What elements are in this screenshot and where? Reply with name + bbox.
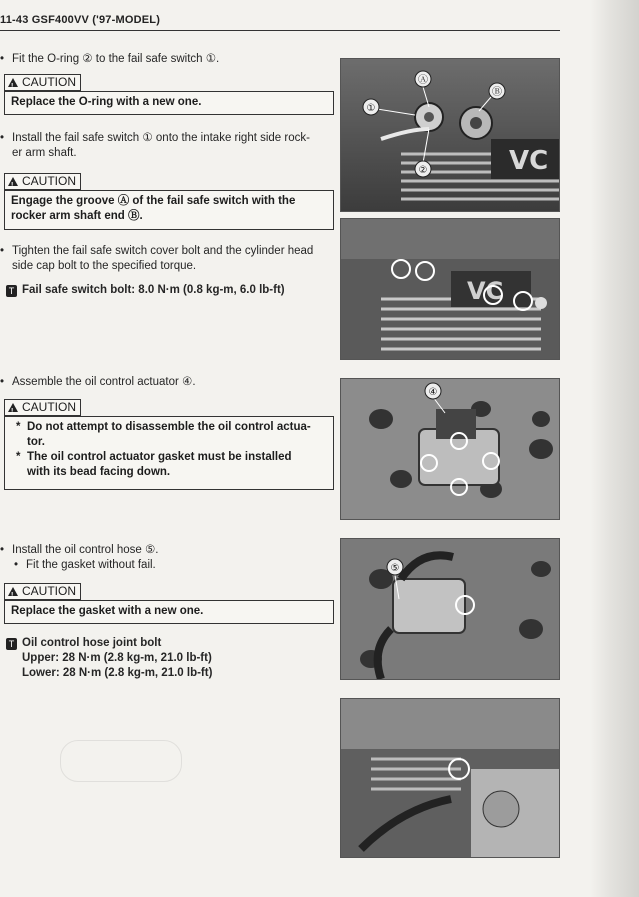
step-install-hose: • Install the oil control hose ⑤. xyxy=(12,543,158,558)
torque-upper: Upper: 28 N·m (2.8 kg-m, 21.0 lb-ft) xyxy=(22,652,212,664)
svg-text:VC: VC xyxy=(467,277,504,305)
torque-spec-hose xyxy=(22,636,212,681)
caution-tag-2 xyxy=(4,173,81,190)
svg-text:VC: VC xyxy=(509,146,549,176)
page-header xyxy=(0,14,560,26)
callout-b: Ⓑ xyxy=(492,87,502,98)
step-fit-o-ring: • Fit the O-ring ② to the fail safe switch ①. xyxy=(12,52,219,67)
caution-label: CAUTION xyxy=(22,75,76,89)
caution-text: Replace the O-ring with a new one. xyxy=(11,96,202,108)
caution-text: Do not attempt to disassemble the oil control actua- xyxy=(27,421,311,433)
caution-label: CAUTION xyxy=(22,584,76,598)
page-reference: 11-43 xyxy=(0,14,29,26)
caution-text: Engage the groove Ⓐ of the fail safe switch with the xyxy=(11,195,296,207)
step-line: side cap bolt to the specified torque. xyxy=(12,260,197,272)
caution-text: tor. xyxy=(27,436,45,448)
caution-text: rocker arm shaft end Ⓑ. xyxy=(11,210,143,222)
photo-oil-control-hose xyxy=(340,538,560,680)
torque-lower: Lower: 28 N·m (2.8 kg-m, 21.0 lb-ft) xyxy=(22,667,213,679)
warning-triangle-icon xyxy=(8,78,18,87)
model-name: GSF400VV ('97-MODEL) xyxy=(31,14,161,26)
warning-triangle-icon xyxy=(8,587,18,596)
caution-box-2 xyxy=(4,190,334,230)
warning-triangle-icon xyxy=(8,403,18,412)
callout-4: ④ xyxy=(428,387,438,398)
caution-box-4 xyxy=(4,600,334,624)
step-line: • Tighten the fail safe switch cover bolt and the cylinder head xyxy=(12,245,314,257)
photo-hose-lower-bolt xyxy=(340,698,560,858)
callout-a: Ⓐ xyxy=(418,75,428,86)
sub-step-gasket: • Fit the gasket without fail. xyxy=(26,558,156,573)
page-edge-shadow xyxy=(590,0,639,897)
caution-label: CAUTION xyxy=(22,400,76,414)
step-line: er arm shaft. xyxy=(12,147,77,159)
callout-1: ① xyxy=(366,103,376,114)
caution-box-1 xyxy=(4,91,334,115)
caution-text: with its bead facing down. xyxy=(27,466,171,478)
photo-oil-control-actuator xyxy=(340,378,560,520)
header-rule xyxy=(0,30,560,31)
torque-spec-1: Fail safe switch bolt: 8.0 N·m (0.8 kg-m, 6.0 lb-ft) xyxy=(22,284,285,296)
caution-text: Replace the gasket with a new one. xyxy=(11,605,204,617)
photo-switch-cover-bolts xyxy=(340,218,560,360)
caution-text: The oil control actuator gasket must be installed xyxy=(27,451,292,463)
callout-2: ② xyxy=(418,165,428,176)
callout-5: ⑤ xyxy=(390,563,400,574)
caution-tag-3 xyxy=(4,399,81,416)
step-line: • Install the fail safe switch ① onto the intake right side rock- xyxy=(12,132,310,144)
caution-item-2: * The oil control actuator gasket must be installed with its bead facing down. xyxy=(27,450,327,480)
caution-tag-1 xyxy=(4,74,81,91)
torque-title: Oil control hose joint bolt xyxy=(22,637,162,649)
torque-wrench-icon: T xyxy=(6,638,17,650)
caution-box-3 xyxy=(4,416,334,490)
warning-triangle-icon xyxy=(8,177,18,186)
photo-fail-safe-switch xyxy=(340,58,560,212)
caution-label: CAUTION xyxy=(22,174,76,188)
step-install-switch xyxy=(12,131,342,161)
torque-wrench-icon: T xyxy=(6,285,17,297)
step-tighten-bolts xyxy=(12,244,342,274)
bleed-through-artwork xyxy=(60,740,182,782)
caution-item-1: * Do not attempt to disassemble the oil control actua- tor. xyxy=(27,420,327,450)
caution-tag-4 xyxy=(4,583,81,600)
step-assemble-actuator: • Assemble the oil control actuator ④. xyxy=(12,375,196,390)
